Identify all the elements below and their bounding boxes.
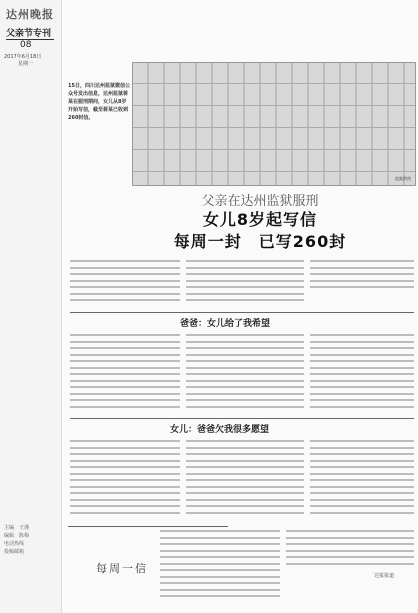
credits	[4, 524, 29, 556]
bottom-title: 每周一信	[96, 562, 148, 575]
issue-date: 2017年6月18日	[4, 54, 42, 60]
headline-line2: 每周一封 已写260封	[173, 232, 347, 251]
kicker: 父亲在达州监狱服刑	[201, 194, 319, 209]
photo-caption: 15日，四川达州监狱微信公众号发出信息，达州监狱蒋某在服刑期间，女儿从8岁开始写信，截至蒋某已收到260封信。	[68, 83, 130, 121]
masthead: 达州晚报	[6, 8, 54, 21]
dad-column-3	[310, 334, 414, 414]
headline-line1: 女儿8岁起写信	[202, 210, 318, 229]
dad-column-1	[70, 334, 180, 414]
lead-column-3	[310, 260, 414, 306]
dad-column-2	[186, 334, 304, 414]
lead-column-2	[186, 260, 304, 306]
divider-dad	[70, 312, 414, 313]
credit-designer: 编辑 陈梅	[4, 533, 30, 539]
bottom-letter-1	[160, 530, 280, 606]
divider-daughter	[70, 418, 414, 419]
daughter-column-1	[70, 440, 180, 520]
lead-column-1	[70, 260, 180, 306]
subhead-daughter: 女儿：爸爸欠我很多愿望	[170, 425, 270, 435]
daughter-column-2	[186, 440, 304, 520]
letters-photo	[132, 62, 416, 186]
section-title: 父亲节专刊	[6, 26, 54, 40]
credit-email: 投稿邮箱	[4, 549, 25, 555]
bottom-letter-2	[286, 530, 414, 570]
photo-credit: 监狱供图	[395, 176, 411, 181]
left-rail	[0, 0, 62, 613]
weekday: 星期一	[18, 61, 34, 67]
daughter-column-3	[310, 440, 414, 520]
credit-editor: 主编 王谨	[4, 525, 30, 531]
page-number: 08	[20, 40, 32, 50]
subhead-dad: 爸爸：女儿给了我希望	[180, 319, 271, 329]
credit-phone: 电话热线	[4, 541, 25, 547]
editor-box: 达报报道	[374, 573, 395, 579]
